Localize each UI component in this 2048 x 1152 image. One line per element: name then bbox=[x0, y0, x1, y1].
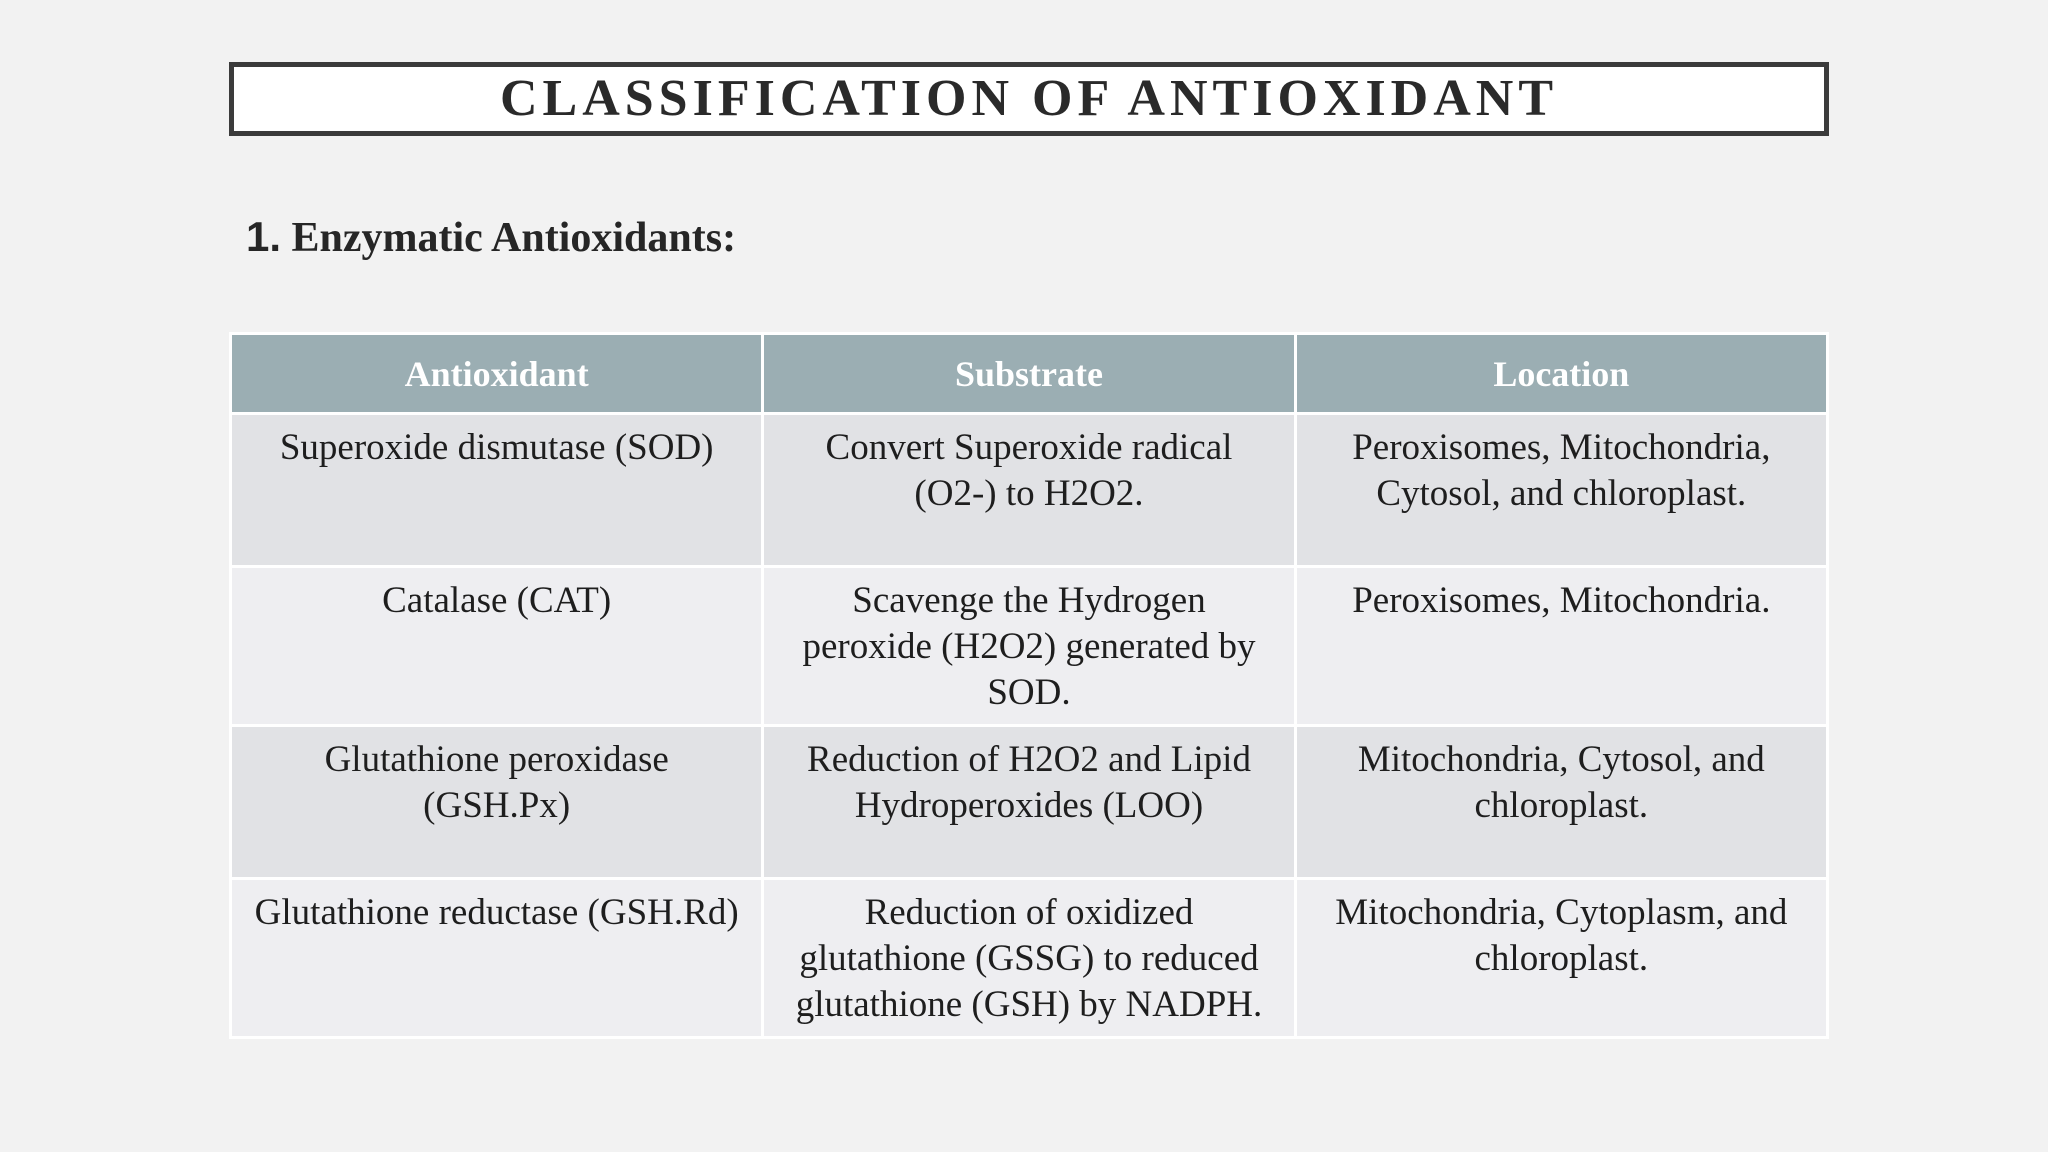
section-heading bbox=[246, 213, 737, 261]
antioxidant-table bbox=[229, 332, 1829, 1039]
slide-title-box bbox=[229, 62, 1829, 136]
cell-location: Peroxisomes, Mitochondria, Cytosol, and chloroplast. bbox=[1295, 414, 1827, 567]
cell-location: Mitochondria, Cytoplasm, and chloroplast. bbox=[1295, 879, 1827, 1038]
cell-substrate: Reduction of H2O2 and Lipid Hydroperoxides (LOO) bbox=[763, 726, 1295, 879]
cell-antioxidant: Superoxide dismutase (SOD) bbox=[231, 414, 763, 567]
cell-substrate: Convert Superoxide radical (O2-) to H2O2. bbox=[763, 414, 1295, 567]
cell-antioxidant: Catalase (CAT) bbox=[231, 567, 763, 726]
cell-antioxidant: Glutathione peroxidase (GSH.Px) bbox=[231, 726, 763, 879]
cell-antioxidant: Glutathione reductase (GSH.Rd) bbox=[231, 879, 763, 1038]
header-location: Location bbox=[1295, 334, 1827, 414]
header-substrate: Substrate bbox=[763, 334, 1295, 414]
cell-substrate: Reduction of oxidized glutathione (GSSG) to reduced glutathione (GSH) by NADPH. bbox=[763, 879, 1295, 1038]
slide-title: CLASSIFICATION OF ANTIOXIDANT bbox=[499, 70, 1559, 127]
table-header-row bbox=[231, 334, 1828, 414]
table-row bbox=[231, 414, 1828, 567]
table-row bbox=[231, 879, 1828, 1038]
cell-location: Peroxisomes, Mitochondria. bbox=[1295, 567, 1827, 726]
section-number: 1. bbox=[246, 213, 282, 260]
header-antioxidant: Antioxidant bbox=[231, 334, 763, 414]
cell-substrate: Scavenge the Hydrogen peroxide (H2O2) generated by SOD. bbox=[763, 567, 1295, 726]
table-row bbox=[231, 726, 1828, 879]
cell-location: Mitochondria, Cytosol, and chloroplast. bbox=[1295, 726, 1827, 879]
table-row bbox=[231, 567, 1828, 726]
section-heading-text: Enzymatic Antioxidants: bbox=[291, 215, 737, 261]
